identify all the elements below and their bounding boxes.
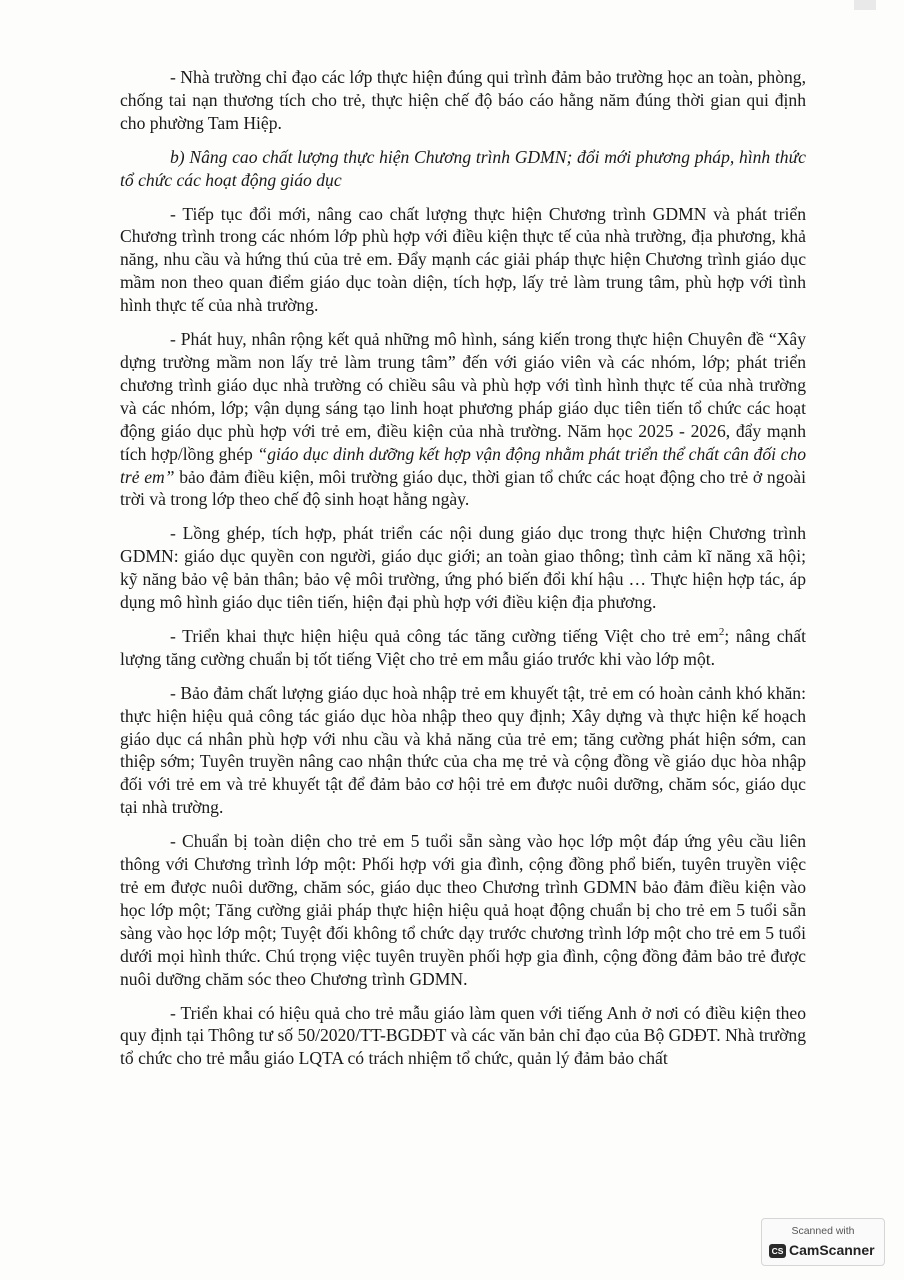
scan-edge-mark — [854, 0, 876, 10]
footnote-ref: 2 — [718, 626, 725, 639]
text-run: - Phát huy, nhân rộng kết quả những mô hình, sáng kiến trong thực hiện Chuyên đề “Xây dựng trường mầm non lấy trẻ làm trung tâm” đến với giáo viên và các nhóm, lớp; phát triển chương trình giáo dục nhà trường có chiều sâu và phù hợp với tình hình thực tế của nhà trường và các nhóm, lớp; vận dụng sáng tạo linh hoạt phương pháp giáo dục tiên tiến tổ chức các hoạt động giáo dục phù hợp với trẻ em, điều kiện của nhà trường. Năm học 2025 - 2026, đẩy mạnh tích hợp/lồng ghép — [120, 329, 806, 464]
camscanner-watermark — [761, 1218, 885, 1266]
italic-quote: “giáo dục dinh dưỡng kết hợp vận động nhằm phát triển thể chất cân đối cho trẻ em” — [120, 443, 807, 487]
watermark-caption: Scanned with — [791, 1225, 855, 1237]
paragraph-english-familiarization: - Triển khai có hiệu quả cho trẻ mẫu giáo làm quen với tiếng Anh ở nơi có điều kiện theo quy định tại Thông tư số 50/2020/TT-BGDĐT và các văn bản chỉ đạo của Bộ GDĐT. Nhà trường tổ chức cho trẻ mẫu giáo LQTA có trách nhiệm tổ chức, quản lý đảm bảo chất — [120, 1002, 806, 1069]
text-run: - Triển khai thực hiện hiệu quả công tác tăng cường tiếng Việt cho trẻ em — [170, 625, 719, 646]
document-body — [120, 66, 806, 1081]
paragraph-program-renewal: - Tiếp tục đổi mới, nâng cao chất lượng thực hiện Chương trình GDMN và phát triển Chương trình trong các nhóm lớp phù hợp với điều kiện thực tế của nhà trường, địa phương, khả năng, nhu cầu và hứng thú của trẻ em. Đẩy mạnh các giải pháp thực hiện Chương trình giáo dục mầm non theo quan điểm giáo dục toàn diện, tích hợp, lấy trẻ làm trung tâm, phù hợp với tình hình thực tế của nhà trường. — [120, 203, 806, 316]
text-run: bảo đảm điều kiện, môi trường giáo dục, thời gian tổ chức các hoạt động cho trẻ ở ngoài trời và trong lớp theo chế độ sinh hoạt hằng ngày. — [120, 466, 806, 510]
paragraph-grade-one-readiness: - Chuẩn bị toàn diện cho trẻ em 5 tuổi sẵn sàng vào học lớp một đáp ứng yêu cầu liên thông với Chương trình lớp một: Phối hợp với gia đình, cộng đồng phổ biến, tuyên truyền việc trẻ em được nuôi dưỡng, chăm sóc, giáo dục theo Chương trình GDMN bảo đảm điều kiện vào học lớp một; Tăng cường giải pháp thực hiện hiệu quả hoạt động chuẩn bị cho trẻ em 5 tuổi sẵn sàng vào học lớp một; Tuyệt đối không tổ chức dạy trước chương trình lớp một cho trẻ em 5 tuổi dưới mọi hình thức. Chú trọng việc tuyên truyền phối hợp gia đình, cộng đồng đảm bảo trẻ được nuôi dưỡng chăm sóc theo Chương trình GDMN. — [120, 831, 806, 989]
paragraph-integration: - Lồng ghép, tích hợp, phát triển các nội dung giáo dục trong thực hiện Chương trình GDMN: giáo dục quyền con người, giáo dục giới; an toàn giao thông; tình cảm kĩ năng xã hội; kỹ năng bảo vệ bản thân; bảo vệ môi trường, ứng phó biến đổi khí hậu … Thực hiện hợp tác, áp dụng mô hình giáo dục tiên tiến, hiện đại phù hợp với điều kiện địa phương. — [120, 523, 806, 613]
camscanner-logo-icon: CS — [769, 1244, 786, 1258]
paragraph-child-centered-model — [120, 328, 806, 511]
paragraph-vietnamese-language — [120, 625, 806, 671]
paragraph-safety: - Nhà trường chỉ đạo các lớp thực hiện đúng qui trình đảm bảo trường học an toàn, phòng, chống tai nạn thương tích cho trẻ, thực hiện chế độ báo cáo hằng năm đúng thời gian qui định cho phường Tam Hiệp. — [120, 67, 806, 133]
text-run: ; nâng chất lượng tăng cường chuẩn bị tốt tiếng Việt cho trẻ em mẫu giáo trước khi vào lớp một. — [120, 625, 806, 669]
paragraph-inclusive-education: - Bảo đảm chất lượng giáo dục hoà nhập trẻ em khuyết tật, trẻ em có hoàn cảnh khó khăn: thực hiện hiệu quả công tác giáo dục hòa nhập theo quy định; Xây dựng và thực hiện kế hoạch giáo dục cá nhân phù hợp với nhu cầu và khả năng của trẻ em; tăng cường phát hiện sớm, can thiệp sớm; Tuyên truyền nâng cao nhận thức của cha mẹ trẻ và cộng đồng về giáo dục hòa nhập đối với trẻ em và trẻ khuyết tật để đảm bảo cơ hội trẻ em được nuôi dưỡng, chăm sóc, giáo dục tại nhà trường. — [120, 682, 806, 818]
watermark-brand: CamScanner — [789, 1242, 875, 1258]
section-heading-b: b) Nâng cao chất lượng thực hiện Chương trình GDMN; đổi mới phương pháp, hình thức tổ chức các hoạt động giáo dục — [120, 146, 806, 190]
